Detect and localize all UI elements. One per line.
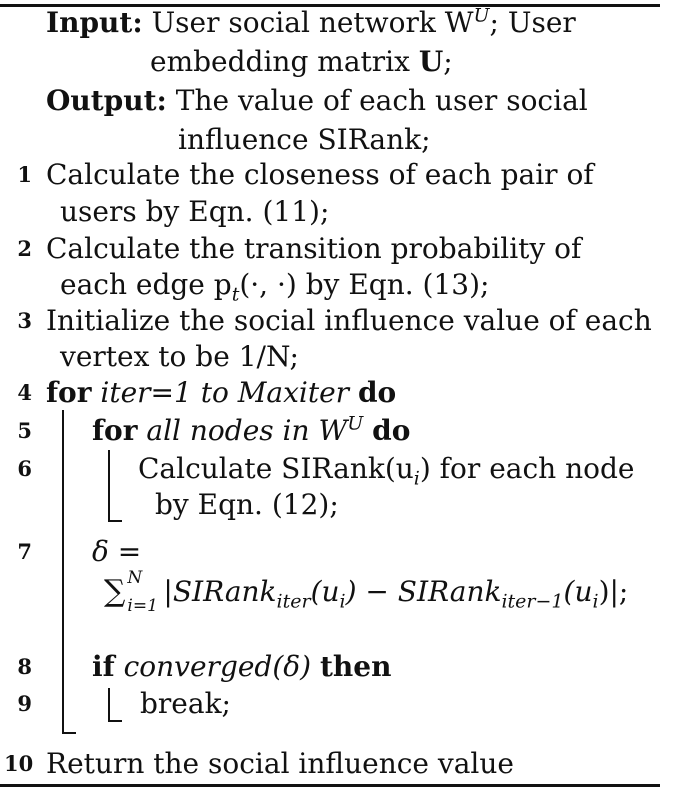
input-line-2 (150, 45, 453, 79)
inner-loop-superscript: U (347, 412, 364, 435)
input-text: User social network W (151, 6, 474, 39)
step-2-line-1: Calculate the transition probability of (46, 232, 582, 265)
input-text-tail: ; User (489, 6, 576, 39)
step-6-line-1 (138, 452, 635, 490)
loop-condition: iter=1 to Maxiter (100, 376, 350, 409)
line-number-8: 8 (17, 654, 32, 679)
output-line-2: influence SIRank; (178, 123, 431, 156)
output-label: Output: (46, 84, 167, 117)
step-2-line-2 (60, 268, 490, 306)
step-7-line-2 (104, 568, 629, 616)
output-line-1 (46, 84, 588, 118)
expr-part-2: (u (310, 575, 340, 608)
output-text-1: The value of each user social (175, 84, 588, 117)
expr-part-1: |SIRank (163, 575, 277, 608)
outer-loop-end (62, 732, 76, 734)
step-5-line (92, 414, 410, 448)
step-1-line-1: Calculate the closeness of each pair of (46, 158, 594, 191)
input-line2-text: embedding matrix (150, 45, 410, 78)
step-6-line-2: by Eqn. (12); (155, 488, 339, 521)
step-6-text: Calculate SIRank(u (138, 452, 414, 485)
if-block-bar (108, 688, 110, 722)
line-number-3: 3 (17, 308, 32, 333)
step-1-line-2: users by Eqn. (11); (60, 195, 330, 228)
line-number-2: 2 (17, 236, 32, 261)
summation-limits (125, 568, 163, 616)
line-number-1: 1 (17, 162, 32, 187)
input-line2-end: ; (443, 45, 453, 78)
outer-loop-bar (62, 410, 64, 734)
input-superscript: U (473, 4, 490, 27)
expr-part-4: (u (563, 575, 593, 608)
inner-loop-condition: all nodes in W (146, 414, 348, 447)
step-2-subscript: t (231, 283, 240, 306)
expr-sub-3: iter−1 (501, 590, 564, 613)
line-number-5: 5 (17, 418, 32, 443)
step-6-subscript: i (413, 467, 420, 490)
inner-loop-bar (108, 450, 110, 522)
if-block-end (108, 720, 122, 722)
expr-close: )|; (598, 575, 629, 608)
summation-upper: N (127, 568, 143, 588)
step-10-line: Return the social influence value (46, 747, 514, 780)
keyword-if: if (92, 650, 115, 683)
expr-sub-4: i (592, 590, 599, 613)
step-7-line-1: δ = (92, 535, 142, 568)
line-number-6: 6 (17, 456, 32, 481)
step-9-line: break; (140, 687, 231, 720)
summation-symbol: ∑ (104, 574, 126, 609)
step-8-line (92, 650, 391, 684)
keyword-do: do (357, 376, 397, 409)
keyword-for: for (92, 414, 138, 447)
step-2-text-a: each edge p (60, 268, 232, 301)
step-4-line (46, 376, 396, 410)
line-number-10: 10 (4, 751, 34, 776)
step-3-line-2: vertex to be 1/N; (60, 340, 299, 373)
expr-part-3: ) − SIRank (345, 575, 502, 608)
summation-lower: i=1 (127, 596, 158, 616)
input-matrix-symbol: U (418, 45, 444, 78)
expr-sub-2: i (339, 590, 346, 613)
step-3-line-1: Initialize the social influence value of each (46, 304, 652, 337)
keyword-do: do (372, 414, 411, 447)
bottom-rule (0, 784, 660, 787)
line-number-7: 7 (17, 539, 32, 564)
input-line-1 (46, 6, 576, 40)
keyword-then: then (319, 650, 392, 683)
inner-loop-end (108, 520, 122, 522)
line-number-9: 9 (17, 691, 32, 716)
step-2-text-b: (·, ·) by Eqn. (13); (239, 268, 490, 301)
step-6-text-end: ) for each node (419, 452, 635, 485)
line-number-4: 4 (17, 380, 32, 405)
keyword-for: for (46, 376, 92, 409)
input-label: Input: (46, 6, 143, 39)
expr-sub-1: iter (276, 590, 311, 613)
if-condition: converged(δ) (123, 650, 312, 683)
